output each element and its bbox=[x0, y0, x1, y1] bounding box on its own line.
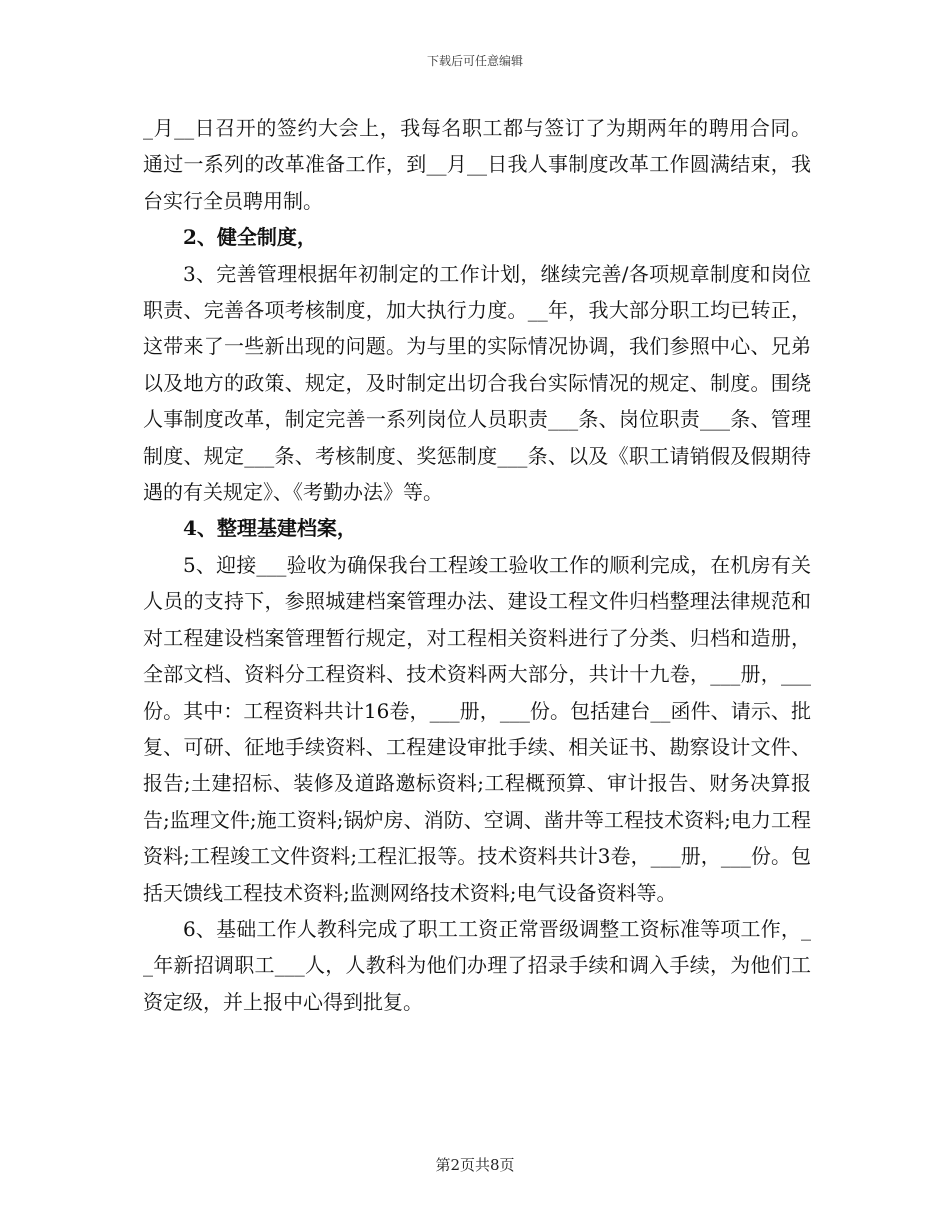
paragraph-acceptance-archives: 5、迎接___验收为确保我台工程竣工验收工作的顺利完成，在机房有关人员的支持下，参照城建档案管理办法、建设工程文件归档整理法律规范和对工程建设档案管理暂行规定，对工程相关资料进行了分类、归档和造册，全部文档、资料分工程资料、技术资料两大部分，共计十九卷，___册，___份。其中：工程资料共计16卷，___册，___份。包括建台__函件、请示、批复、可研、征地手续资料、工程建设审批手续、相关证书、勘察设计文件、报告;土建招标、装修及道路邀标资料;工程概预算、审计报告、财务决算报告;监理文件;施工资料;锅炉房、消防、空调、凿井等工程技术资料;电力工程资料;工程竣工文件资料;工程汇报等。技术资料共计3卷，___册，___份。包括天馈线工程技术资料;监测网络技术资料;电气设备资料等。 bbox=[143, 552, 811, 905]
heading-construction-archives: 4、整理基建档案， bbox=[183, 516, 357, 541]
page-number: 第2页共8页 bbox=[435, 1156, 515, 1174]
paragraph-contract-signing: _月__日召开的签约大会上，我每名职工都与签订了为期两年的聘用合同。通过一系列的改革准备工作，到__月__日我人事制度改革工作圆满结束，我台实行全员聘用制。 bbox=[143, 116, 811, 213]
page-header: 下载后可任意编辑 bbox=[426, 54, 523, 68]
document-body bbox=[143, 110, 811, 1020]
paragraph-management-rules: 3、完善管理根据年初制定的工作计划，继续完善/各项规章制度和岗位职责、完善各项考核制度，加大执行力度。__年，我大部分职工均已转正，这带来了一些新出现的问题。为与里的实际情况协调，我们参照中心、兄弟以及地方的政策、规定，及时制定出切合我台实际情况的规定、制度。围绕人事制度改革，制定完善一系列岗位人员职责___条、岗位职责___条、管理制度、规定___条、考核制度、奖惩制度___条、以及《职工请销假及假期待遇的有关规定》、《考勤办法》等。 bbox=[143, 261, 811, 505]
heading-improve-system: 2、健全制度， bbox=[183, 225, 317, 250]
paragraph-basic-work: 6、基础工作人教科完成了职工工资正常晋级调整工资标准等项工作，__年新招调职工___人，人教科为他们办理了招录手续和调入手续，为他们工资定级，并上报中心得到批复。 bbox=[143, 916, 811, 1014]
